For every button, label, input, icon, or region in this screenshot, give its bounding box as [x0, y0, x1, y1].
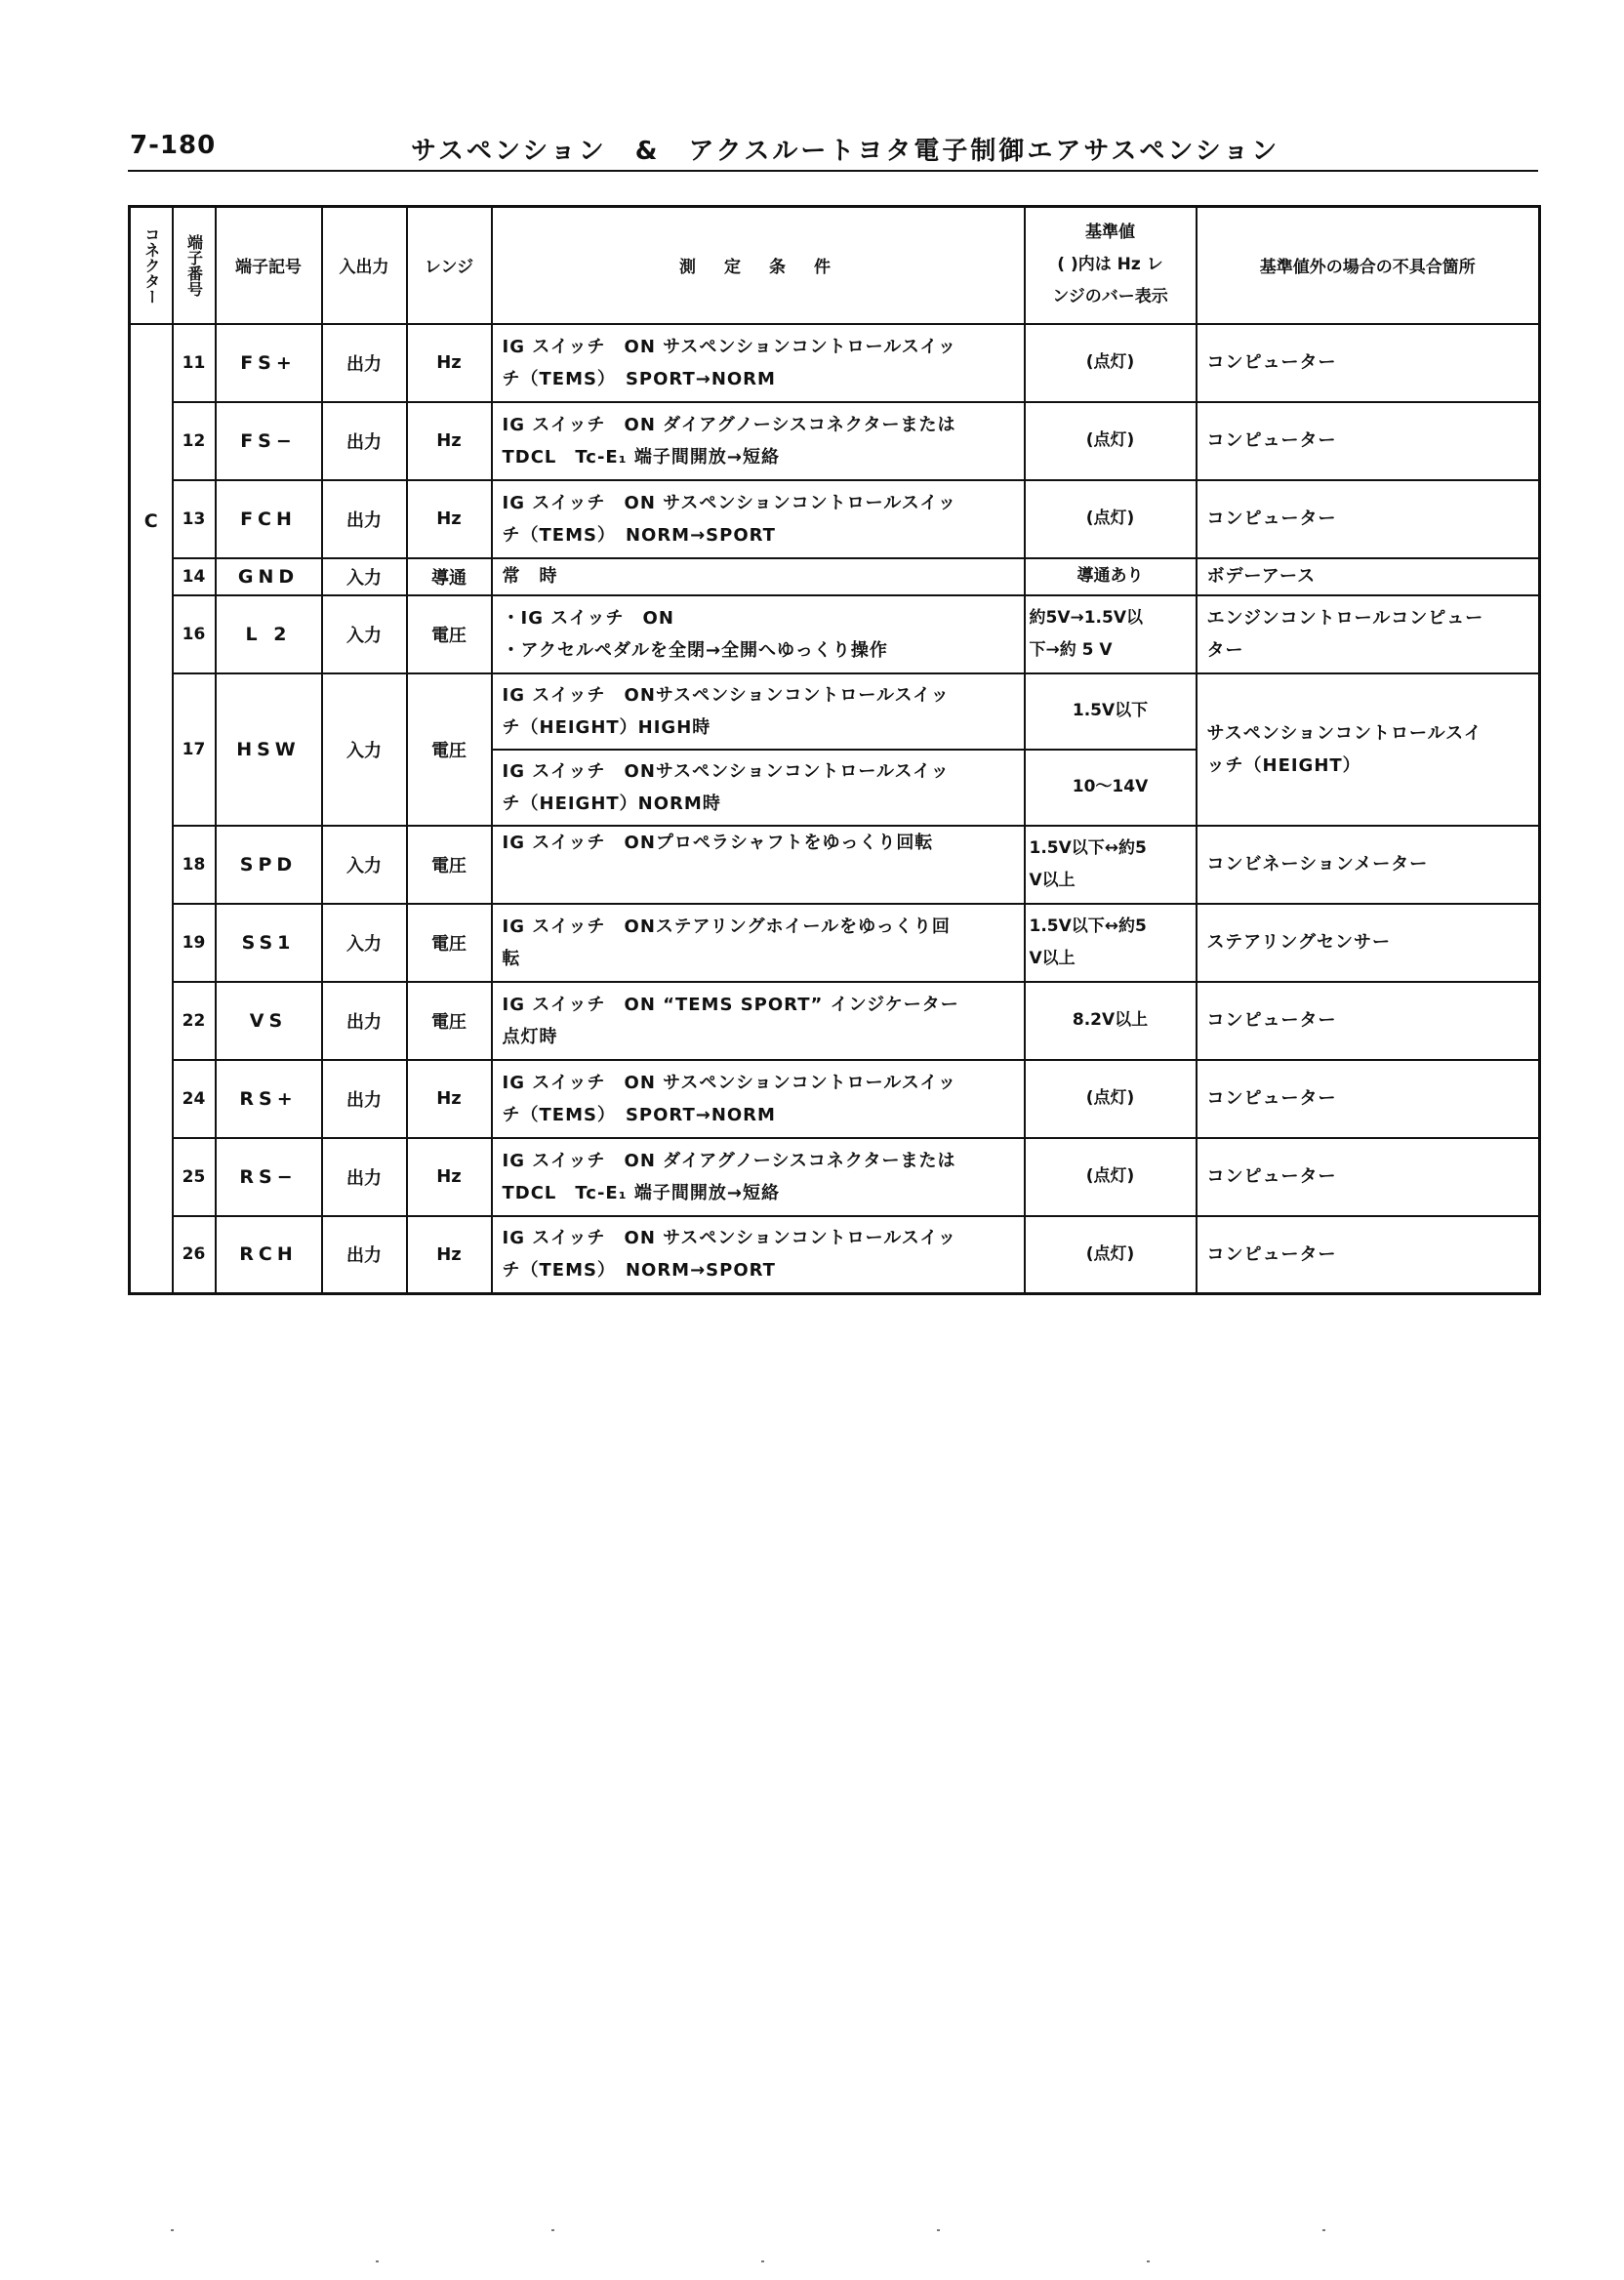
fault-location: ボデーアース: [1197, 558, 1540, 595]
connector-cell: C: [130, 324, 173, 1294]
table-row: [130, 402, 1540, 480]
pin-number: 22: [173, 982, 216, 1060]
io-type: 入力: [322, 673, 407, 826]
fault-location: エンジンコントロールコンピュー ター: [1197, 595, 1540, 673]
scan-speck: [1322, 2229, 1325, 2231]
table-row: [130, 982, 1540, 1060]
scan-speck: [1147, 2260, 1150, 2262]
scan-speck: [761, 2260, 764, 2262]
terminal-symbol: RS−: [216, 1138, 322, 1216]
io-type: 出力: [322, 480, 407, 558]
io-type: 入力: [322, 904, 407, 982]
table-row: [130, 480, 1540, 558]
pin-number: 25: [173, 1138, 216, 1216]
meter-range: 電圧: [407, 595, 492, 673]
io-type: 出力: [322, 1216, 407, 1294]
meter-range: 導通: [407, 558, 492, 595]
io-type: 入力: [322, 595, 407, 673]
io-type: 出力: [322, 982, 407, 1060]
scan-speck: [937, 2229, 940, 2231]
condition: IG スイッチ ON “TEMS SPORT” インジケーター 点灯時: [492, 982, 1025, 1060]
meter-range: 電圧: [407, 904, 492, 982]
io-type: 出力: [322, 1060, 407, 1138]
page-number: 7-180: [130, 131, 217, 160]
condition: IG スイッチ ON ダイアグノーシスコネクターまたは TDCL Tc-E₁ 端子間開放→短絡: [492, 402, 1025, 480]
terminal-spec-table: [128, 205, 1541, 1295]
fault-location: コンビネーションメーター: [1197, 826, 1540, 904]
io-type: 出力: [322, 1138, 407, 1216]
terminal-symbol: RS+: [216, 1060, 322, 1138]
table-row: [130, 673, 1540, 750]
table-row: [130, 1216, 1540, 1294]
fault-location: コンピューター: [1197, 402, 1540, 480]
table-row: [130, 904, 1540, 982]
pin-number: 12: [173, 402, 216, 480]
pin-number: 11: [173, 324, 216, 402]
scan-speck: [376, 2260, 379, 2262]
pin-number: 14: [173, 558, 216, 595]
header-pin-no: 端子番号: [173, 207, 216, 324]
meter-range: 電圧: [407, 673, 492, 826]
terminal-symbol: L 2: [216, 595, 322, 673]
condition: IG スイッチ ONステアリングホイールをゆっくり回 転: [492, 904, 1025, 982]
meter-range: Hz: [407, 402, 492, 480]
standard-value: 約5V→1.5V以 下→約 5 V: [1025, 595, 1197, 673]
header-standard: 基準値 ( )内は Hz レ ンジのバー表示: [1025, 207, 1197, 324]
meter-range: Hz: [407, 324, 492, 402]
condition: IG スイッチ ONサスペンションコントロールスイッ チ（HEIGHT）NORM時: [492, 750, 1025, 826]
fault-location: コンピューター: [1197, 1060, 1540, 1138]
meter-range: 電圧: [407, 982, 492, 1060]
fault-location: コンピューター: [1197, 1216, 1540, 1294]
table-row: [130, 1060, 1540, 1138]
pin-number: 13: [173, 480, 216, 558]
condition: 常 時: [492, 558, 1025, 595]
standard-value: (点灯): [1025, 402, 1197, 480]
meter-range: 電圧: [407, 826, 492, 904]
header-fault: 基準値外の場合の不具合箇所: [1197, 207, 1540, 324]
fault-location: サスペンションコントロールスイ ッチ（HEIGHT）: [1197, 673, 1540, 826]
pin-number: 18: [173, 826, 216, 904]
header-connector: コネクター: [130, 207, 173, 324]
condition: ・IG スイッチ ON ・アクセルペダルを全閉→全開へゆっくり操作: [492, 595, 1025, 673]
meter-range: Hz: [407, 1138, 492, 1216]
terminal-symbol: FS+: [216, 324, 322, 402]
standard-value: 1.5V以下: [1025, 673, 1197, 750]
table-row: [130, 826, 1540, 904]
fault-location: コンピューター: [1197, 982, 1540, 1060]
pin-number: 17: [173, 673, 216, 826]
header-range: レンジ: [407, 207, 492, 324]
standard-value: (点灯): [1025, 480, 1197, 558]
fault-location: コンピューター: [1197, 1138, 1540, 1216]
meter-range: Hz: [407, 1060, 492, 1138]
terminal-symbol: SPD: [216, 826, 322, 904]
terminal-symbol: GND: [216, 558, 322, 595]
condition: IG スイッチ ON サスペンションコントロールスイッ チ（TEMS） SPORT→NORM: [492, 324, 1025, 402]
meter-range: Hz: [407, 480, 492, 558]
table-header-row: [130, 207, 1540, 324]
table-row: [130, 324, 1540, 402]
terminal-symbol: FCH: [216, 480, 322, 558]
page-header: [128, 127, 1538, 172]
table-row: [130, 1138, 1540, 1216]
standard-value: 1.5V以下↔約5 V以上: [1025, 826, 1197, 904]
scan-speck: [171, 2229, 174, 2231]
condition: IG スイッチ ONプロペラシャフトをゆっくり回転: [492, 826, 1025, 904]
fault-location: コンピューター: [1197, 480, 1540, 558]
io-type: 出力: [322, 324, 407, 402]
terminal-symbol: SS1: [216, 904, 322, 982]
standard-value: 8.2V以上: [1025, 982, 1197, 1060]
fault-location: コンピューター: [1197, 324, 1540, 402]
pin-number: 16: [173, 595, 216, 673]
standard-value: (点灯): [1025, 1060, 1197, 1138]
header-symbol: 端子記号: [216, 207, 322, 324]
pin-number: 19: [173, 904, 216, 982]
condition: IG スイッチ ONサスペンションコントロールスイッ チ（HEIGHT）HIGH時: [492, 673, 1025, 750]
fault-location: ステアリングセンサー: [1197, 904, 1540, 982]
condition: IG スイッチ ON サスペンションコントロールスイッ チ（TEMS） NORM→SPORT: [492, 1216, 1025, 1294]
header-io: 入出力: [322, 207, 407, 324]
standard-value: (点灯): [1025, 324, 1197, 402]
io-type: 入力: [322, 826, 407, 904]
page-title: サスペンション & アクスルートヨタ電子制御エアサスペンション: [411, 137, 1280, 166]
header-condition: 測 定 条 件: [492, 207, 1025, 324]
standard-value: 導通あり: [1025, 558, 1197, 595]
standard-value: 10〜14V: [1025, 750, 1197, 826]
pin-number: 24: [173, 1060, 216, 1138]
standard-value: 1.5V以下↔約5 V以上: [1025, 904, 1197, 982]
terminal-symbol: HSW: [216, 673, 322, 826]
meter-range: Hz: [407, 1216, 492, 1294]
io-type: 入力: [322, 558, 407, 595]
condition: IG スイッチ ON サスペンションコントロールスイッ チ（TEMS） NORM→SPORT: [492, 480, 1025, 558]
condition: IG スイッチ ON ダイアグノーシスコネクターまたは TDCL Tc-E₁ 端子間開放→短絡: [492, 1138, 1025, 1216]
table-row: [130, 558, 1540, 595]
terminal-symbol: RCH: [216, 1216, 322, 1294]
io-type: 出力: [322, 402, 407, 480]
terminal-symbol: FS−: [216, 402, 322, 480]
terminal-symbol: VS: [216, 982, 322, 1060]
pin-number: 26: [173, 1216, 216, 1294]
scan-speck: [551, 2229, 554, 2231]
standard-value: (点灯): [1025, 1138, 1197, 1216]
table-row: [130, 595, 1540, 673]
standard-value: (点灯): [1025, 1216, 1197, 1294]
header-rule: [128, 170, 1538, 172]
condition: IG スイッチ ON サスペンションコントロールスイッ チ（TEMS） SPORT→NORM: [492, 1060, 1025, 1138]
